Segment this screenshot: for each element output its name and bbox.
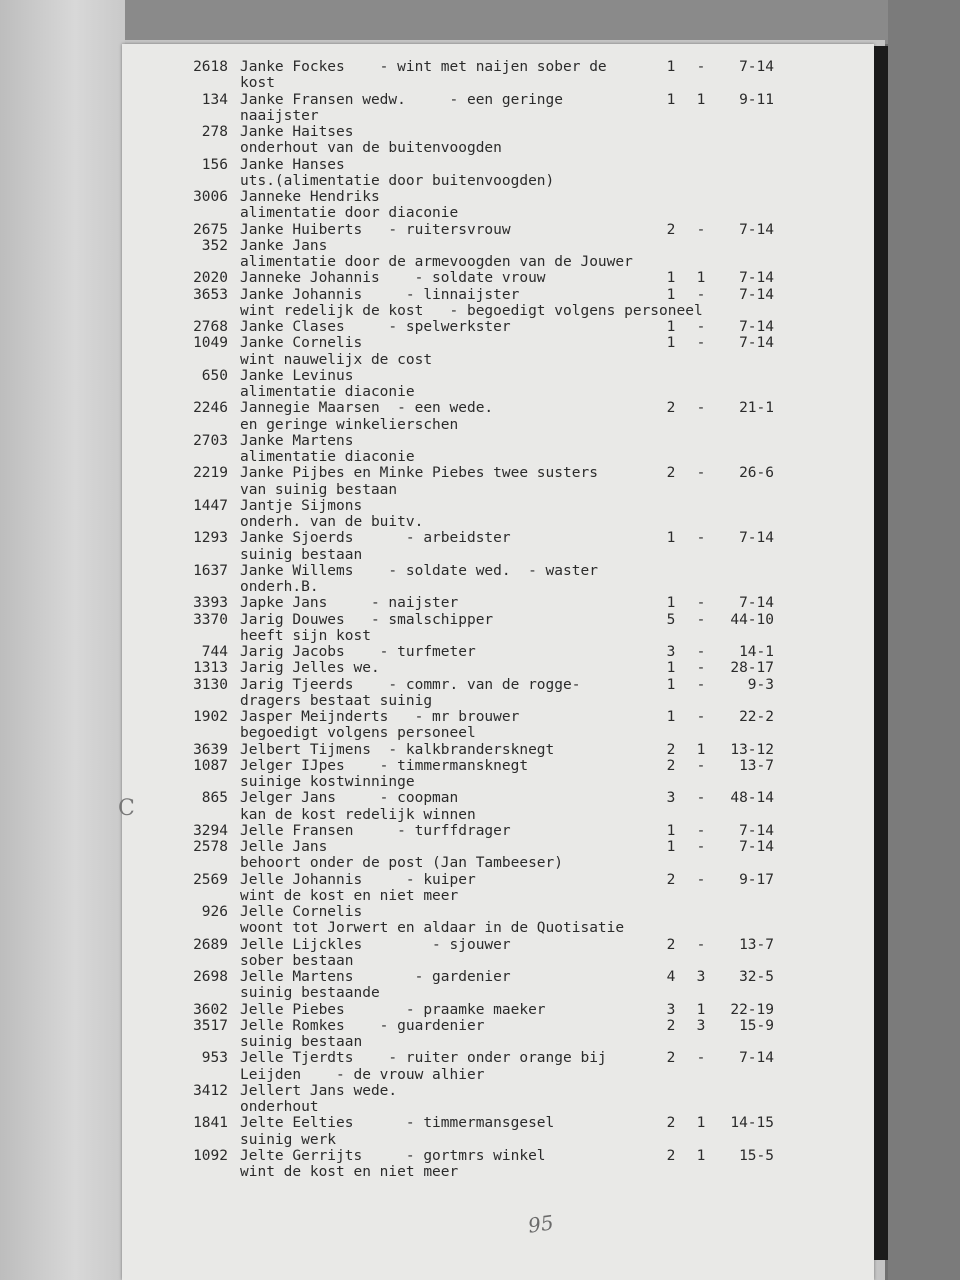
count-2: - [696,221,706,238]
entry-number: 3412 [193,1082,228,1099]
entry-number: 1087 [193,757,228,774]
entry-text: Japke Jans - naijster [240,595,459,612]
count-1: 2 [666,221,676,238]
entry-text: wint nauwelijx de cost [240,351,433,368]
assessment: 7-14 [739,822,774,839]
count-2: - [696,530,706,547]
entry-number: 953 [201,1050,228,1067]
count-1: 1 [666,270,676,287]
count-1: 2 [666,1017,676,1034]
entry-text: naaijster [240,107,319,124]
count-1: 3 [666,644,676,660]
entry-number: 352 [201,237,228,254]
entry-number: 3639 [193,741,228,758]
count-2: - [696,936,706,953]
assessment: 13-7 [739,757,774,774]
entry-text: wint de kost en niet meer [240,1164,459,1180]
assessment: 13-7 [739,936,774,953]
entry-number: 1902 [193,709,228,725]
entry-number: 926 [201,904,228,920]
count-2: - [696,660,706,677]
count-1: 1 [666,530,676,547]
entry-number: 3130 [193,676,228,693]
assessment: 7-14 [739,595,774,612]
entry-text: heeft sijn kost [240,627,371,644]
entry-text: alimentatie door diaconie [240,205,459,222]
assessment: 15-5 [739,1147,774,1164]
count-2: 1 [696,1115,706,1132]
entry-number: 1313 [193,660,228,677]
entry-text: alimentatie diaconie [240,384,415,400]
entry-number: 865 [201,790,228,807]
entry-text: sober bestaan [240,952,354,969]
background-top [125,0,960,44]
count-1: 1 [666,59,676,75]
count-1: 2 [666,465,676,482]
entry-text: Jelle Jans [240,839,328,855]
entry-number: 1049 [193,335,228,352]
count-2: - [696,839,706,855]
count-1: 2 [666,757,676,774]
entry-text: Janke Willems - soldate wed. - waster [240,562,598,579]
assessment: 7-14 [739,270,774,287]
assessment: 9-17 [739,871,774,888]
margin-mark: C [118,796,135,821]
count-1: 2 [666,1115,676,1132]
entry-number: 156 [201,156,228,173]
count-2: - [696,757,706,774]
entry-number: 1293 [193,530,228,547]
background-right [888,0,960,1280]
count-2: - [696,822,706,839]
entry-number: 3517 [193,1017,228,1034]
count-1: 1 [666,709,676,725]
entry-number: 2020 [193,270,228,287]
entry-text: woont tot Jorwert en aldaar in de Quotisatie [240,920,625,937]
entry-text: suinig werk [240,1131,337,1148]
entry-number: 3370 [193,611,228,628]
entry-text: Janke Fransen wedw. - een geringe [240,91,564,108]
entry-number: 1637 [193,562,228,579]
count-2: - [696,611,706,628]
count-2: - [696,709,706,725]
entry-number: 2246 [193,400,228,417]
entry-text: Jelle Cornelis [240,904,363,920]
count-2: - [696,644,706,660]
entry-text: Janke Jans [240,237,328,254]
entry-number: 3393 [193,595,228,612]
entry-text: Jarig Jacobs - turfmeter [240,644,476,660]
count-1: 4 [666,969,676,985]
entry-continuation [0,1163,880,1181]
assessment: 28-17 [730,660,774,677]
count-2: - [696,59,706,75]
count-2: - [696,790,706,807]
assessment: 7-14 [739,59,774,75]
entry-number: 650 [201,367,228,384]
assessment: 7-14 [739,335,774,352]
count-1: 1 [666,822,676,839]
entry-number: 3006 [193,189,228,205]
entry-text: onderhout van de buitenvoogden [240,140,502,157]
assessment: 9-11 [739,91,774,108]
entry-text: Jelte Eelties - timmermansgesel [240,1115,555,1132]
assessment: 44-10 [730,611,774,628]
count-1: 2 [666,936,676,953]
assessment: 13-12 [730,741,774,758]
entry-text: kost [240,75,275,92]
entry-text: Janke Martens [240,432,354,449]
entry-text: wint redelijk de kost - begoedigt volgens personeel [240,302,703,319]
count-2: 1 [696,270,706,287]
entry-text: Jelle Lijckles - sjouwer [240,936,511,953]
count-2: 1 [696,91,706,108]
assessment: 14-1 [739,644,774,660]
count-1: 1 [666,91,676,108]
entry-text: Janke Fockes - wint met naijen sober de [240,59,607,75]
entry-text: Jarig Tjeerds - commr. van de rogge- [240,676,581,693]
count-2: - [696,465,706,482]
count-1: 2 [666,400,676,417]
entry-text: Jelle Romkes - guardenier [240,1017,485,1034]
entry-text: Jelger Jans - coopman [240,790,459,807]
entry-text: Jelbert Tijmens - kalkbrandersknegt [240,741,555,758]
assessment: 7-14 [739,1050,774,1067]
assessment: 7-14 [739,319,774,335]
count-1: 2 [666,741,676,758]
entry-text: suinig bestaan [240,546,363,563]
entry-number: 1092 [193,1147,228,1164]
entry-number: 744 [201,644,228,660]
count-1: 2 [666,871,676,888]
entry-text: Jelger IJpes - timmermansknegt [240,757,529,774]
assessment: 26-6 [739,465,774,482]
entry-text: suinig bestaan [240,1034,363,1050]
entry-text: onderhout [240,1099,319,1115]
count-1: 1 [666,660,676,677]
count-2: - [696,1050,706,1067]
count-1: 1 [666,676,676,693]
entry-text: Janke Clases - spelwerkster [240,319,511,335]
entry-text: dragers bestaat suinig [240,692,433,709]
entry-number: 2698 [193,969,228,985]
entry-text: alimentatie diaconie [240,449,415,465]
count-1: 2 [666,1147,676,1164]
count-2: - [696,871,706,888]
entry-text: Janke Sjoerds - arbeidster [240,530,511,547]
count-1: 1 [666,595,676,612]
entry-text: Janke Hanses [240,156,345,173]
entry-number: 1841 [193,1115,228,1132]
entry-text: Jelle Piebes - praamke maeker [240,1001,546,1018]
entry-text: Janke Pijbes en Minke Piebes twee susters [240,465,598,482]
entry-number: 2675 [193,221,228,238]
count-2: - [696,595,706,612]
entry-number: 3294 [193,822,228,839]
entry-number: 1447 [193,497,228,514]
entry-number: 2569 [193,871,228,888]
entry-number: 2768 [193,319,228,335]
entry-text: alimentatie door de armevoogden van de Jouwer [240,254,633,270]
entry-number: 134 [201,91,228,108]
count-2: 1 [696,741,706,758]
entry-text: Janke Huiberts - ruitersvrouw [240,221,511,238]
entry-number: 2689 [193,936,228,953]
entry-text: wint de kost en niet meer [240,887,459,904]
entry-text: Jasper Meijnderts - mr brouwer [240,709,520,725]
count-1: 3 [666,1001,676,1018]
assessment: 14-15 [730,1115,774,1132]
entry-number: 2219 [193,465,228,482]
entry-text: Jannegie Maarsen - een wede. [240,400,494,417]
count-2: - [696,400,706,417]
assessment: 21-1 [739,400,774,417]
assessment: 22-19 [730,1001,774,1018]
entry-text: Janke Haitses [240,124,354,140]
entry-number: 3653 [193,286,228,303]
count-1: 1 [666,319,676,335]
entry-text: van suinig bestaan [240,481,398,498]
count-2: - [696,319,706,335]
entry-text: Jantje Sijmons [240,497,363,514]
entry-text: Leijden - de vrouw alhier [240,1066,485,1083]
count-2: 1 [696,1001,706,1018]
page-number: 95 [526,1210,555,1238]
count-2: - [696,335,706,352]
entry-text: Janke Cornelis [240,335,363,352]
entry-text: Janneke Johannis - soldate vrouw [240,270,546,287]
assessment: 7-14 [739,221,774,238]
count-2: 3 [696,969,706,985]
assessment: 7-14 [739,286,774,303]
entry-number: 3602 [193,1001,228,1018]
entry-text: kan de kost redelijk winnen [240,806,476,823]
entry-text: Jelte Gerrijts - gortmrs winkel [240,1147,546,1164]
entry-text: onderh.B. [240,579,319,595]
entry-text: Jellert Jans wede. [240,1082,398,1099]
entry-text: suinig bestaande [240,985,380,1002]
entry-text: Jelle Martens - gardenier [240,969,511,985]
entry-text: uts.(alimentatie door buitenvoogden) [240,172,555,189]
entry-text: Jelle Johannis - kuiper [240,871,476,888]
entry-text: Janneke Hendriks [240,189,380,205]
count-1: 1 [666,839,676,855]
count-1: 5 [666,611,676,628]
assessment: 22-2 [739,709,774,725]
entry-text: behoort onder de post (Jan Tambeeser) [240,855,564,872]
count-2: 1 [696,1147,706,1164]
count-1: 1 [666,286,676,303]
count-1: 2 [666,1050,676,1067]
count-2: 3 [696,1017,706,1034]
entry-text: Janke Johannis - linnaijster [240,286,520,303]
assessment: 32-5 [739,969,774,985]
assessment: 7-14 [739,839,774,855]
entry-text: Jelle Tjerdts - ruiter onder orange bij [240,1050,607,1067]
assessment: 48-14 [730,790,774,807]
assessment: 9-3 [747,676,774,693]
count-2: - [696,676,706,693]
assessment: 15-9 [739,1017,774,1034]
entry-text: onderh. van de buitv. [240,514,424,530]
entry-text: Jarig Jelles we. [240,660,380,677]
assessment: 7-14 [739,530,774,547]
entry-number: 2578 [193,839,228,855]
count-2: - [696,286,706,303]
entry-text: Jarig Douwes - smalschipper [240,611,494,628]
entry-number: 2618 [193,59,228,75]
count-1: 1 [666,335,676,352]
entry-text: suinige kostwinninge [240,774,415,790]
entry-text: begoedigt volgens personeel [240,725,476,742]
entry-number: 278 [201,124,228,140]
count-1: 3 [666,790,676,807]
entry-text: en geringe winkelierschen [240,416,459,433]
entry-text: Janke Levinus [240,367,354,384]
entry-text: Jelle Fransen - turffdrager [240,822,511,839]
entry-number: 2703 [193,432,228,449]
